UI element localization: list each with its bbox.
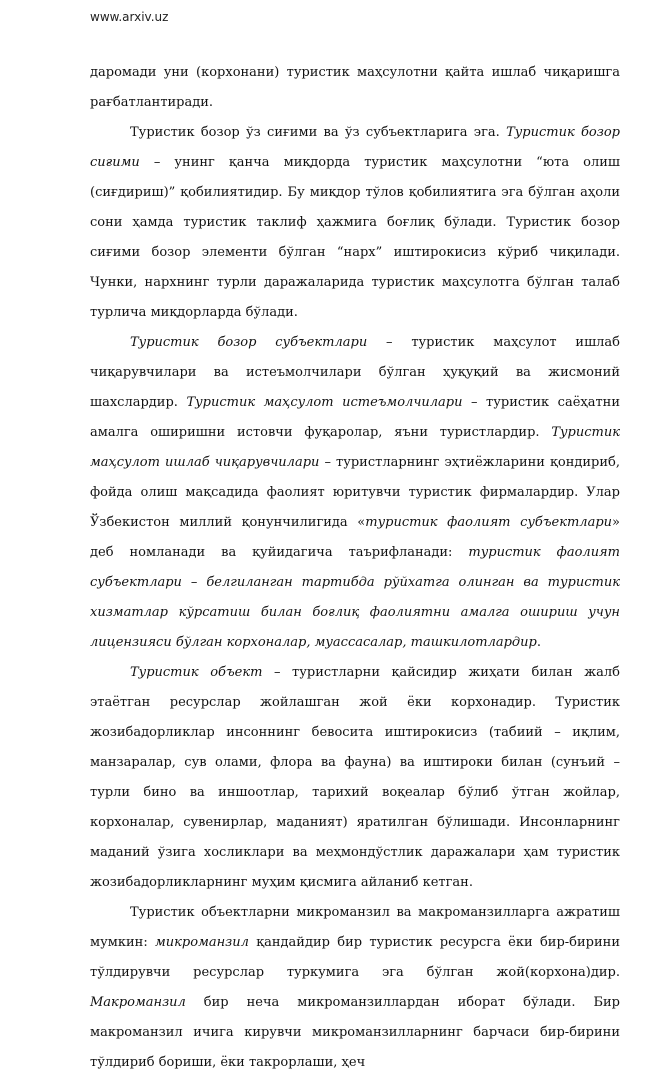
italic-term: Туристик бозор субъектлари (130, 335, 368, 350)
italic-term: Туристик бозор сиғими (90, 125, 620, 170)
text-run: бир неча микроманзиллардан иборат бўлади. Бир макроманзил ичига кирувчи микроманзилларнинг барчаси бир-бирини тўлдириб бориши, ёки такрорлаши, ҳеч (90, 995, 620, 1070)
text-run: Туристик объектларни микроманзил ва макроманзилларга ажратиш мумкин: (90, 905, 620, 950)
italic-term: Макроманзил (90, 995, 186, 1010)
paragraph (90, 118, 620, 328)
site-header: www.arxiv.uz (90, 10, 169, 24)
text-run: қандайдир бир туристик ресурсга ёки бир-бирини тўлдирувчи ресурслар туркумига эга бўлган жой(корхона)дир. (90, 935, 620, 980)
paragraph (90, 898, 620, 1078)
italic-term: Туристик объект (130, 665, 263, 680)
text-run: » деб номланади ва қуйидагича таърифланади: (90, 515, 620, 560)
text-run: Туристик бозор ўз сиғими ва ўз субъектларига эга. (130, 125, 507, 140)
italic-term: микроманзил (155, 935, 249, 950)
paragraph (90, 328, 620, 658)
text-run: – туристик маҳсулот ишлаб чиқарувчилари ва истеъмолчилари бўлган ҳуқуқий ва жисмоний шахслардир. (90, 335, 621, 410)
text-run: – унинг қанча миқдорда туристик маҳсулотни “юта олиш (сиғдириш)” қобилиятидир. Бу миқдор тўлов қобилиятига эга бўлган аҳоли сони ҳамда туристик таклиф ҳажмига боғлиқ бўлади. Туристик бозор сиғими бозор элементи бўлган “нарх” иштирокисиз кўриб чиқилади. Чунки, нархнинг турли даражаларида туристик маҳсулотга бўлган талаб турлича миқдорларда бўлади. (90, 155, 620, 320)
text-run: – туристик саёҳатни амалга оширишни истовчи фуқаролар, яъни туристлардир. (90, 395, 620, 440)
document-body (90, 58, 620, 1078)
paragraph (90, 658, 620, 898)
text-run: – туристларнинг эҳтиёжларини қондириб, фойда олиш мақсадида фаолият юритувчи туристик фирмалардир. Улар Ўзбекистон миллий қонунчилигида « (90, 455, 620, 530)
text-run: – туристларни қайсидир жиҳати билан жалб этаётган ресурслар жойлашган жой ёки корхонадир. Туристик жозибадорликлар инсоннинг бевосита иштирокисиз (табиий – иқлим, манзаралар, сув олами, флора ва фауна) ва иштироки билан (сунъий – турли бино ва иншоотлар, тарихий воқеалар бўлиб ўтган жойлар, корхоналар, сувенирлар, маданият) яратилган бўлишади. Инсонларнинг маданий ўзига хосликлари ва меҳмондўстлик даражалари ҳам туристик жозибадорликларнинг муҳим қисмига айланиб кетган. (90, 665, 620, 890)
italic-term: туристик фаолият субъектлари (365, 515, 613, 530)
paragraph (90, 58, 620, 118)
italic-term: Туристик маҳсулот ишлаб чиқарувчилари (90, 425, 620, 470)
text-run: . (536, 635, 542, 650)
text-run: даромади уни (корхонани) туристик маҳсулотни қайта ишлаб чиқаришга рағбатлантиради. (90, 65, 620, 110)
italic-term: туристик фаолият субъектлари – белгиланган тартибда рўйхатга олинган ва туристик хизматлар кўрсатиш билан боғлиқ фаолиятни амалга ошириш учун лицензияси бўлган корхоналар, муассасалар, ташкилотлардир (90, 545, 620, 650)
italic-term: Туристик маҳсулот истеъмолчилари (186, 395, 463, 410)
